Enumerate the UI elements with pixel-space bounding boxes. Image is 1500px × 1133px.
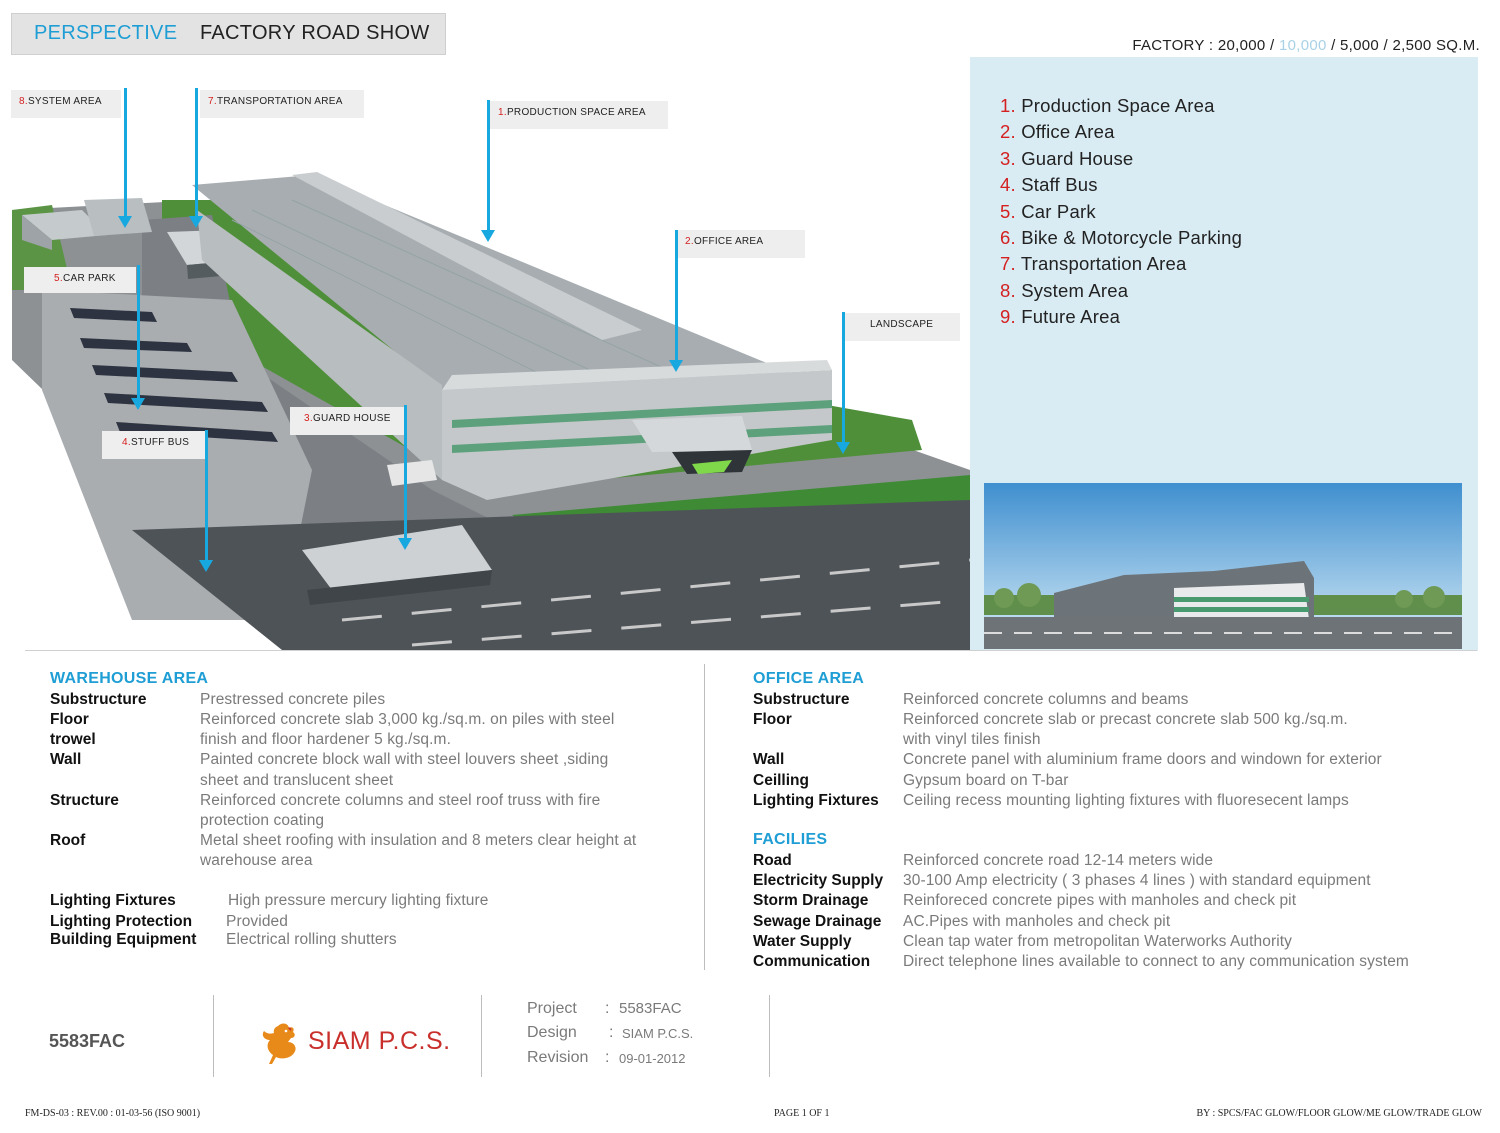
spec-key: Lighting Fixtures	[753, 792, 879, 809]
callout-car-park	[24, 267, 136, 293]
meta-value: SIAM P.C.S.	[622, 1026, 694, 1041]
aerial-render	[12, 60, 970, 650]
legend-item	[1000, 278, 1242, 304]
spec-value: 30-100 Amp electricity ( 3 phases 4 lines ) with standard equipment	[903, 872, 1371, 889]
callout-guard-num: 3.	[304, 413, 313, 424]
aerial-render-drawing	[12, 60, 970, 650]
spec-key: Lighting Protection	[50, 913, 193, 930]
spec-value: Concrete panel with aluminium frame doors and windown for exterior	[903, 751, 1382, 768]
legend-label: Staff Bus	[1021, 174, 1098, 196]
callout-system-area	[11, 90, 121, 118]
meta-value: 09-01-2012	[619, 1051, 686, 1066]
spec-value: Electrical rolling shutters	[226, 931, 397, 948]
title-main: FACTORY ROAD SHOW	[200, 22, 430, 44]
specs-column-divider	[704, 664, 705, 970]
legend-panel	[970, 57, 1478, 651]
spec-key: Structure	[50, 792, 119, 809]
spec-key: Floor	[50, 711, 89, 728]
meta-colon: :	[605, 1000, 610, 1017]
spec-key: Sewage Drainage	[753, 913, 882, 930]
arrow-staff-bus	[205, 430, 208, 562]
spec-key: Wall	[753, 751, 785, 768]
legend-item	[1000, 304, 1242, 330]
meta-colon: :	[605, 1049, 610, 1066]
legend-num: 9.	[1000, 306, 1016, 328]
legend-list	[1000, 93, 1242, 331]
legend-label: Future Area	[1021, 306, 1121, 328]
meta-label: Design	[527, 1024, 577, 1041]
title-box	[11, 13, 446, 55]
meta-value: 5583FAC	[619, 1000, 682, 1017]
spec-value: Provided	[226, 913, 288, 930]
spec-key: Building Equipment	[50, 931, 197, 948]
legend-label: System Area	[1021, 279, 1129, 301]
spec-value: Metal sheet roofing with insulation and 8 meters clear height at	[200, 832, 637, 849]
spec-value: Reinforced concrete slab 3,000 kg./sq.m. on piles with steel	[200, 711, 615, 728]
spec-value: finish and floor hardener 5 kg./sq.m.	[200, 731, 451, 748]
callout-landscape	[842, 313, 960, 341]
rooster-logo-icon	[258, 1020, 304, 1066]
spec-value: Painted concrete block wall with steel louvers sheet ,siding	[200, 751, 609, 768]
spec-value: Reinforeced concrete pipes with manholes and check pit	[903, 892, 1297, 909]
callout-bus-num: 4.	[122, 437, 131, 448]
spec-key: Electricity Supply	[753, 872, 884, 889]
legend-item	[1000, 225, 1242, 251]
callout-office-num: 2.	[685, 236, 694, 247]
callout-transportation-label: TRANSPORTATION AREA	[216, 96, 343, 107]
callout-staff-bus	[102, 431, 206, 459]
spec-value: protection coating	[200, 812, 325, 829]
factory-front-photo-drawing	[984, 483, 1462, 649]
legend-item	[1000, 172, 1242, 198]
spec-value: Reinforced concrete columns and steel roof truss with fire	[200, 792, 601, 809]
callout-system-num: 8.	[19, 96, 28, 107]
meta-label: Revision	[527, 1049, 589, 1066]
spec-key: Road	[753, 852, 792, 869]
callout-carpark-num: 5.	[54, 273, 63, 284]
specs-top-divider	[25, 650, 1477, 651]
legend-item	[1000, 251, 1242, 277]
form-reference: FM-DS-03 : REV.00 : 01-03-56 (ISO 9001)	[25, 1108, 201, 1119]
legend-label: Car Park	[1021, 200, 1096, 222]
legend-num: 1.	[1000, 95, 1016, 116]
arrow-office-area	[675, 230, 678, 362]
legend-label: Guard House	[1021, 147, 1134, 169]
callout-production-area	[490, 101, 668, 129]
spec-value: with vinyl tiles finish	[903, 731, 1041, 748]
spec-value: Reinforced concrete road 12-14 meters wide	[903, 852, 1214, 869]
facilies-heading: FACILIES	[753, 831, 828, 848]
spec-value: Direct telephone lines available to connect to any communication system	[903, 953, 1409, 970]
factory-size-highlight: 10,000	[1278, 37, 1327, 54]
spec-value: Clean tap water from metropolitan Waterworks Authority	[903, 933, 1293, 950]
callout-system-label: SYSTEM AREA	[27, 96, 102, 107]
legend-num: 2.	[1000, 121, 1016, 143]
spec-key: Storm Drainage	[753, 892, 869, 909]
callout-guard-house	[290, 407, 404, 435]
legend-label: Transportation Area	[1020, 253, 1187, 275]
factory-front-photo	[984, 483, 1462, 649]
callout-carpark-label: CAR PARK	[62, 273, 116, 284]
legend-item	[1000, 199, 1242, 225]
callout-office-label: OFFICE AREA	[693, 236, 764, 247]
factory-size-suffix: / 5,000 / 2,500 SQ.M.	[1326, 37, 1480, 54]
callout-guard-label: GUARD HOUSE	[312, 413, 391, 424]
arrow-landscape	[842, 312, 845, 444]
spec-key: Substructure	[753, 691, 850, 708]
spec-key: Communication	[753, 953, 871, 970]
factory-size	[1132, 37, 1480, 54]
legend-label: Office Area	[1021, 121, 1115, 143]
callout-transportation-area	[200, 90, 364, 118]
legend-num: 6.	[1000, 227, 1016, 249]
legend-item	[1000, 93, 1242, 119]
arrow-car-park	[137, 265, 140, 400]
project-code: 5583FAC	[49, 1031, 126, 1051]
legend-num: 5.	[1000, 200, 1016, 222]
prepared-by: BY : SPCS/FAC GLOW/FLOOR GLOW/ME GLOW/TRADE GLOW	[1196, 1108, 1482, 1119]
footer-divider	[769, 995, 770, 1077]
legend-num: 7.	[1000, 253, 1016, 275]
spec-value: AC.Pipes with manholes and check pit	[903, 913, 1171, 930]
spec-value: Reinforced concrete slab or precast concrete slab 500 kg./sq.m.	[903, 711, 1348, 728]
spec-key: Wall	[50, 751, 82, 768]
arrow-production-area	[487, 100, 490, 232]
callout-transportation-num: 7.	[208, 96, 217, 107]
spec-value: Prestressed concrete piles	[200, 691, 386, 708]
spec-key: Lighting Fixtures	[50, 892, 176, 909]
spec-value: warehouse area	[200, 852, 313, 869]
callout-bus-label: STUFF BUS	[130, 437, 190, 448]
office-heading: OFFICE AREA	[753, 670, 865, 687]
spec-key: Roof	[50, 832, 86, 849]
company-name: SIAM P.C.S.	[308, 1027, 451, 1055]
spec-value: High pressure mercury lighting fixture	[228, 892, 489, 909]
legend-label: Bike & Motorcycle Parking	[1021, 227, 1243, 249]
callout-production-num: 1.	[498, 107, 507, 118]
footer-divider	[481, 995, 482, 1077]
legend-num: 4.	[1000, 174, 1016, 196]
page-number: PAGE 1 OF 1	[774, 1108, 830, 1119]
legend-item	[1000, 146, 1242, 172]
spec-value: Ceiling recess mounting lighting fixtures with fluoresecent lamps	[903, 792, 1349, 809]
title-accent: PERSPECTIVE	[34, 22, 178, 44]
spec-key: trowel	[50, 731, 96, 748]
legend-num: 3.	[1000, 147, 1016, 169]
spec-key: Substructure	[50, 691, 147, 708]
factory-size-prefix: FACTORY : 20,000 /	[1132, 37, 1279, 54]
spec-key: Water Supply	[753, 933, 852, 950]
arrow-guard-house	[404, 405, 407, 540]
arrow-system-area	[124, 88, 127, 218]
warehouse-heading: WAREHOUSE AREA	[50, 670, 209, 687]
spec-key: Floor	[753, 711, 792, 728]
spec-key: Ceilling	[753, 772, 809, 789]
callout-office-area	[677, 230, 805, 258]
callout-production-label: PRODUCTION SPACE AREA	[506, 107, 646, 118]
meta-colon: :	[609, 1024, 614, 1041]
footer-divider	[213, 995, 214, 1077]
arrow-transportation-area	[195, 88, 198, 218]
legend-item	[1000, 119, 1242, 145]
callout-landscape-label: LANDSCAPE	[870, 319, 934, 330]
spec-value: sheet and translucent sheet	[200, 772, 394, 789]
legend-label: Production Space Area	[1021, 95, 1215, 116]
meta-label: Project	[527, 1000, 577, 1017]
spec-value: Gypsum board on T-bar	[903, 772, 1069, 789]
spec-value: Reinforced concrete columns and beams	[903, 691, 1189, 708]
legend-num: 8.	[1000, 279, 1016, 301]
